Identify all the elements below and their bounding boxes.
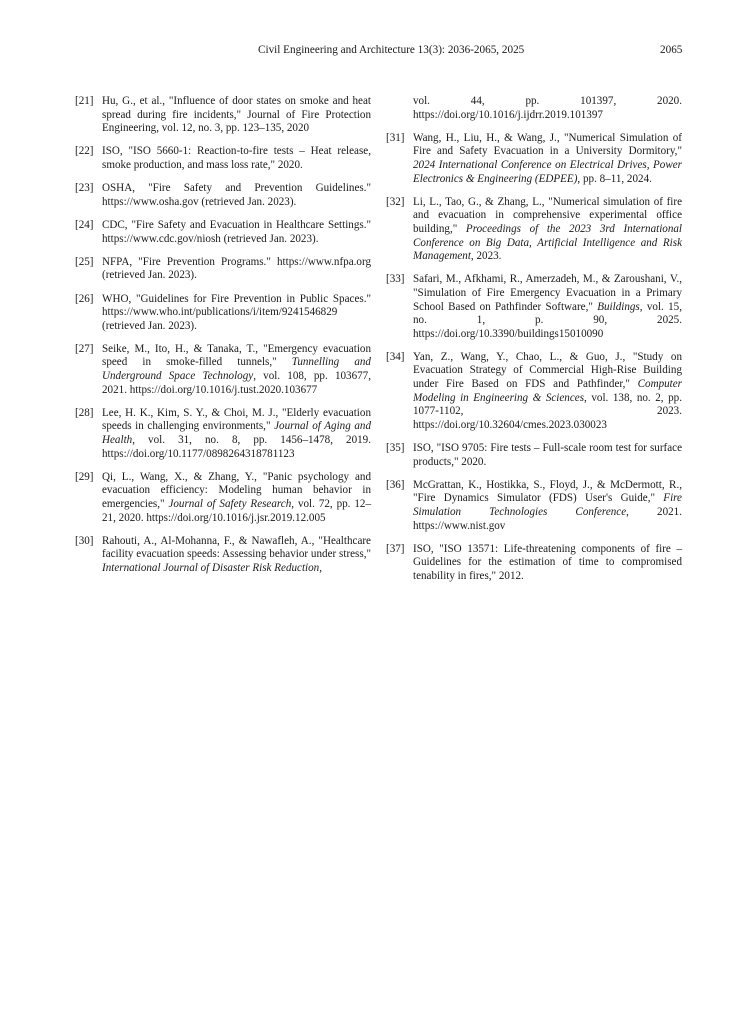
page-number: 2065 — [660, 44, 683, 56]
reference-number: [32] — [386, 195, 405, 208]
reference-text: Lee, H. K., Kim, S. Y., & Choi, M. J., "Elderly evacuation speeds in challenging environments," Journal of Aging and Health, vol. 31, no. 8, pp. 1456–1478, 2019. https://doi.org/10.1177/0898264318781123 — [102, 406, 371, 460]
reference-number: [24] — [75, 218, 94, 231]
reference-number: [26] — [75, 292, 94, 305]
reference-continuation: vol. 44, pp. 101397, 2020. https://doi.org/10.1016/j.ijdrr.2019.101397 — [413, 95, 682, 121]
reference-number: [37] — [386, 542, 405, 555]
reference-item — [386, 442, 682, 469]
reference-text: ISO, "ISO 13571: Life-threatening components of fire – Guidelines for the estimation of time to compromised tenability in fires," 2012. — [413, 542, 682, 582]
reference-number: [33] — [386, 273, 405, 286]
reference-item — [75, 256, 371, 283]
reference-column-right — [386, 95, 682, 593]
reference-item — [386, 479, 682, 533]
reference-number: [23] — [75, 182, 94, 195]
reference-text: NFPA, "Fire Prevention Programs." https://www.nfpa.org (retrieved Jan. 2023). — [102, 255, 371, 282]
reference-item — [75, 95, 371, 136]
reference-item — [386, 351, 682, 433]
reference-item — [75, 145, 371, 172]
reference-number: [21] — [75, 95, 94, 107]
reference-number: [35] — [386, 442, 405, 455]
reference-item — [75, 343, 371, 397]
reference-text: Seike, M., Ito, H., & Tanaka, T., "Emergency evacuation speed in smoke-filled tunnels," Tunnelling and Underground Space Technology, vol. 108, pp. 103677, 2021. https://doi.org/10.1016/j.tust.2020.103677 — [102, 342, 371, 396]
reference-text: Rahouti, A., Al-Mohanna, F., & Nawafleh, A., "Healthcare facility evacuation speeds: Assessing behavior under stress," International Journal of Disaster Risk Reduction, — [102, 534, 371, 574]
reference-item — [386, 132, 682, 186]
reference-text: Safari, M., Afkhami, R., Amerzadeh, M., & Zaroushani, V., "Simulation of Fire Emergency Evacuation in a Primary School Based on Pathfinder Software," Buildings, vol. 15, no. 1, p. 90, 2025. https://doi.org/10.3390/buildings15010090 — [413, 273, 682, 340]
reference-text: OSHA, "Fire Safety and Prevention Guidelines." https://www.osha.gov (retrieved Jan. 2023). — [102, 182, 371, 208]
reference-number: [36] — [386, 478, 405, 491]
reference-number: [29] — [75, 470, 94, 483]
reference-number: [28] — [75, 406, 94, 419]
reference-text: Hu, G., et al., "Influence of door states on smoke and heat spread during fire incidents," Journal of Fire Protection Engineering, vol. 12, no. 3, pp. 123–135, 2020 — [102, 95, 371, 135]
reference-item — [386, 273, 682, 341]
running-header — [0, 44, 755, 60]
reference-item — [75, 182, 371, 209]
reference-text: Qi, L., Wang, X., & Zhang, Y., "Panic psychology and evacuation efficiency: Modeling human behavior in emergencies," Journal of Safety Research, vol. 72, pp. 12–21, 2020. https://doi.org/10.1016/j.jsr.2019.12.005 — [102, 470, 371, 524]
reference-text: ISO, "ISO 9705: Fire tests – Full-scale room test for surface products," 2020. — [413, 442, 682, 468]
reference-item — [386, 543, 682, 584]
reference-column-left — [75, 95, 371, 585]
reference-text: Wang, H., Liu, H., & Wang, J., "Numerical Simulation of Fire and Safety Evacuation in a University Dormitory," 2024 International Conference on Electrical Drives, Power Electronics & Engineering (EDPEE), pp. 8–11, 2024. — [413, 131, 682, 185]
journal-citation: Civil Engineering and Architecture 13(3): 2036-2065, 2025 — [258, 44, 525, 56]
reference-item — [75, 293, 371, 334]
reference-text: WHO, "Guidelines for Fire Prevention in Public Spaces." https://www.who.int/publications/i/item/9241546829 (retrieved Jan. 2023). — [102, 292, 371, 332]
reference-number: [30] — [75, 534, 94, 547]
reference-item — [386, 196, 682, 264]
reference-text: McGrattan, K., Hostikka, S., Floyd, J., & McDermott, R., "Fire Dynamics Simulator (FDS) User's Guide," Fire Simulation Technologies Conference, 2021. https://www.nist.gov — [413, 478, 682, 532]
reference-number: [27] — [75, 342, 94, 355]
reference-number: [31] — [386, 131, 405, 144]
reference-number: [22] — [75, 145, 94, 158]
reference-text: ISO, "ISO 5660-1: Reaction-to-fire tests – Heat release, smoke production, and mass loss rate," 2020. — [102, 145, 371, 171]
reference-item — [75, 535, 371, 576]
reference-text: Li, L., Tao, G., & Zhang, L., "Numerical simulation of fire and evacuation in comprehensive experimental office building," Proceedings of the 2023 3rd International Conference on Big Data, Artificial Intelligence and Risk Management, 2023. — [413, 195, 683, 263]
reference-number: [25] — [75, 255, 94, 268]
reference-item — [75, 219, 371, 246]
reference-number: [34] — [386, 350, 405, 363]
reference-text: Yan, Z., Wang, Y., Chao, L., & Guo, J., "Study on Evacuation Strategy of Commercial High-Rise Building under Fire Based on FDS and Pathfinder," Computer Modeling in Engineering & Sciences, vol. 138, no. 2, pp. 1077-1102, 2023. https://doi.org/10.32604/cmes.2023.030023 — [413, 350, 682, 431]
reference-text: CDC, "Fire Safety and Evacuation in Healthcare Settings." https://www.cdc.gov/niosh (retrieved Jan. 2023). — [102, 218, 371, 245]
reference-item — [75, 407, 371, 461]
reference-item — [75, 471, 371, 525]
